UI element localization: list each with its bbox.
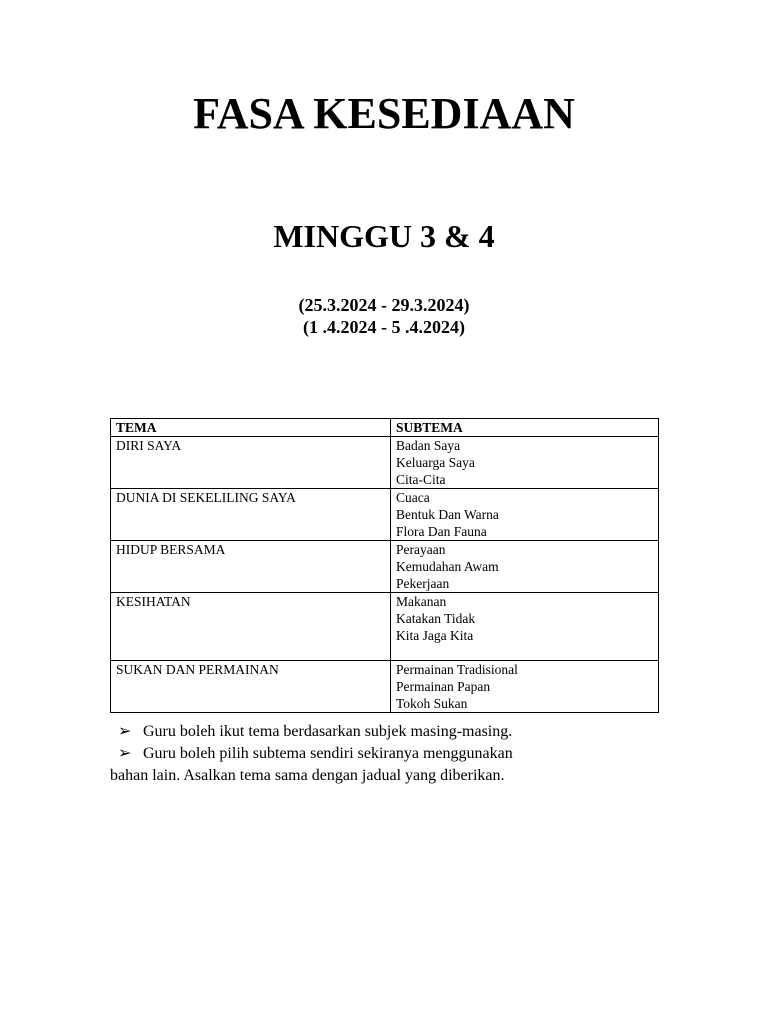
subtema-item: Cuaca xyxy=(396,490,430,505)
tema-cell: KESIHATAN xyxy=(111,593,391,661)
week-heading: MINGGU 3 & 4 xyxy=(273,218,495,254)
tema-cell: DIRI SAYA xyxy=(111,437,391,489)
subtema-cell xyxy=(391,541,659,593)
subtema-cell xyxy=(391,489,659,541)
table-row xyxy=(111,541,659,593)
note-item xyxy=(118,721,578,743)
arrow-bullet-icon: ➢ xyxy=(118,745,132,762)
note-text: Guru boleh pilih subtema sendiri sekiranya menggunakan xyxy=(143,745,513,762)
date-range: (1 .4.2024 - 5 .4.2024) xyxy=(303,317,465,337)
subtema-item: Katakan Tidak xyxy=(396,611,476,626)
table-header-row xyxy=(111,419,659,437)
table-row xyxy=(111,661,659,713)
subtema-item: Makanan xyxy=(396,594,447,609)
table-row xyxy=(111,437,659,489)
subtema-item: Kita Jaga Kita xyxy=(396,628,474,643)
subtema-item: Kemudahan Awam xyxy=(396,559,499,574)
table-row xyxy=(111,593,659,661)
header-subtema: SUBTEMA xyxy=(391,419,659,437)
note-text: Guru boleh ikut tema berdasarkan subjek masing-masing. xyxy=(143,723,513,740)
theme-table xyxy=(110,418,659,713)
note-item xyxy=(118,743,578,765)
subtema-cell xyxy=(391,661,659,713)
header-tema: TEMA xyxy=(111,419,391,437)
tema-cell: DUNIA DI SEKELILING SAYA xyxy=(111,489,391,541)
table-row xyxy=(111,489,659,541)
subtema-item: Perayaan xyxy=(396,542,446,557)
arrow-bullet-icon: ➢ xyxy=(118,723,132,740)
tema-cell: HIDUP BERSAMA xyxy=(111,541,391,593)
subtema-item: Bentuk Dan Warna xyxy=(396,507,499,522)
subtema-item: Keluarga Saya xyxy=(396,455,475,470)
notes xyxy=(110,721,578,787)
subtema-item: Cita-Cita xyxy=(396,472,446,487)
subtema-item: Permainan Papan xyxy=(396,679,491,694)
subtema-item: Permainan Tradisional xyxy=(396,662,518,677)
subtema-item: Badan Saya xyxy=(396,438,461,453)
subtema-item: Flora Dan Fauna xyxy=(396,524,487,539)
date-ranges xyxy=(0,294,768,338)
subtema-item: Tokoh Sukan xyxy=(396,696,468,711)
subtema-cell xyxy=(391,437,659,489)
subtema-item: Pekerjaan xyxy=(396,576,450,591)
tema-cell: SUKAN DAN PERMAINAN xyxy=(111,661,391,713)
date-range: (25.3.2024 - 29.3.2024) xyxy=(298,295,470,315)
page-title: FASA KESEDIAAN xyxy=(193,89,575,138)
subtema-cell xyxy=(391,593,659,661)
note-continuation: bahan lain. Asalkan tema sama dengan jadual yang diberikan. xyxy=(110,767,505,784)
